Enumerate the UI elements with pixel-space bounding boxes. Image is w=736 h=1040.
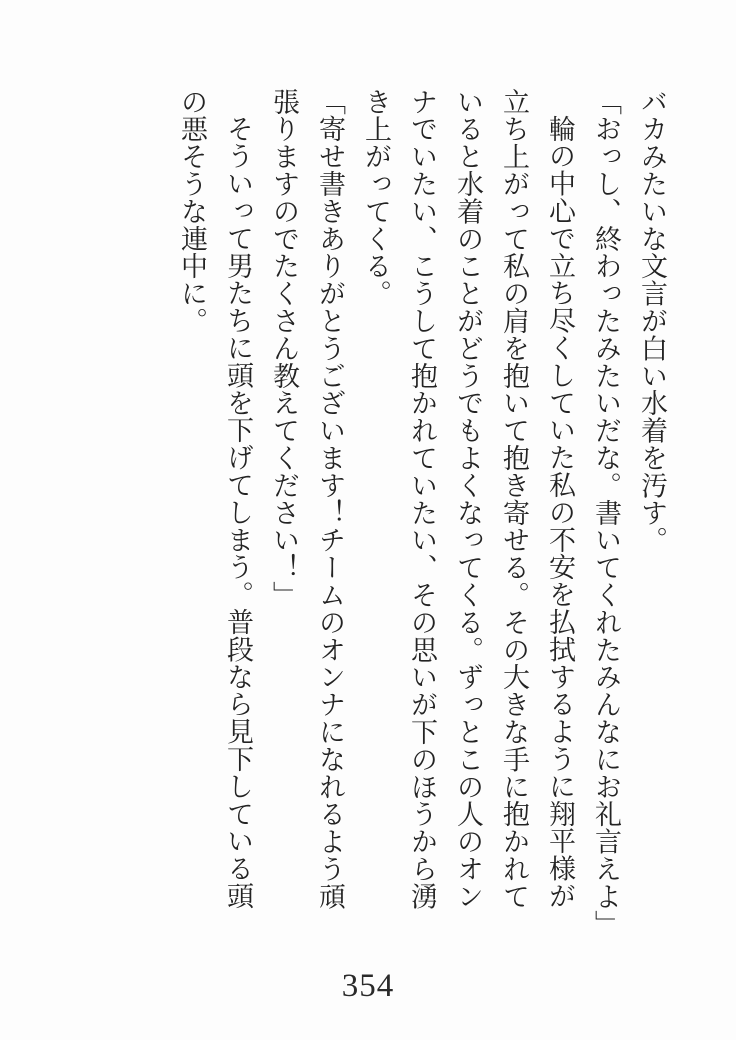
vertical-text-block bbox=[169, 88, 675, 938]
paragraph-narration-3: そういって男たちに頭を下げてしまう。普段なら見下している頭の悪そうな連中に。 bbox=[177, 88, 253, 910]
paragraph-dialogue-1: 「おっし、終わったみたいだな。書いてくれたみんなにお礼言えよ」 bbox=[591, 88, 621, 938]
paragraph-narration-2: 輪の中心で立ち尽くしていた私の不安を払拭するように翔平様が立ち上がって私の肩を抱いて抱き寄せる。その大きな手に抱かれていると水着のことがどうでもよくなってくる。ずっとこの人のオンナでいたい、こうして抱かれていたい、その思いが下のほうから湧き上がってくる。 bbox=[361, 88, 575, 910]
page-number: 354 bbox=[341, 968, 395, 1004]
paragraph-narration-1: バカみたいな文言が白い水着を汚す。 bbox=[637, 88, 667, 554]
paragraph-dialogue-2: 「寄せ書きありがとうございます！チームのオンナになれるよう頑張りますのでたくさん教えてください！」 bbox=[269, 88, 345, 910]
